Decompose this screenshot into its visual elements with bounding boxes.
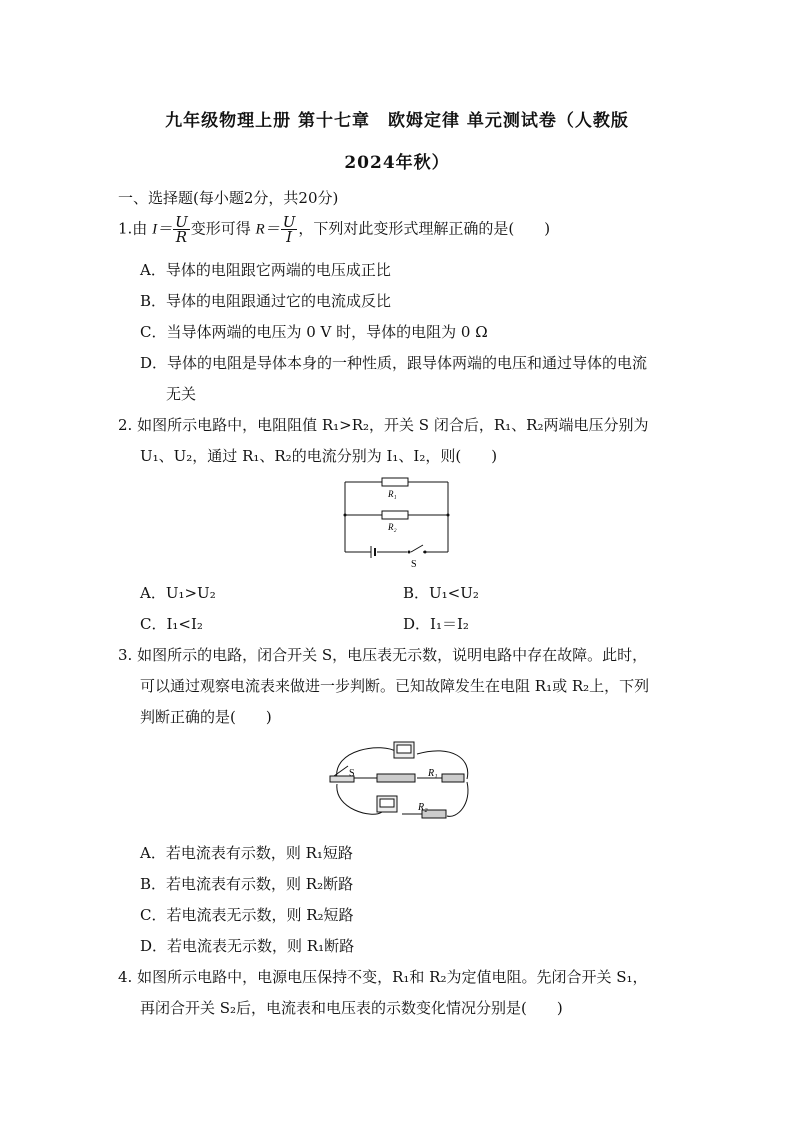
q3-label-s: S <box>349 768 355 779</box>
q2-stem-line-1: 2. 如图所示电路中，电阻阻值 R₁>R₂，开关 S 闭合后，R₁、R₂两端电压分别为 <box>118 416 649 434</box>
q2-resistor-r2 <box>382 511 408 519</box>
title-line-2: 2024年秋） <box>344 153 450 173</box>
q1-stem <box>118 215 550 244</box>
q2-label-r1: R₁ <box>388 489 397 499</box>
q3-stem-line-2: 可以通过观察电流表来做进一步判断。已知故障发生在电阻 R₁或 R₂上，下列 <box>140 677 650 695</box>
title-line-1: 九年级物理上册 第十七章 欧姆定律 单元测试卷（人教版 <box>165 111 629 131</box>
q2-label-r2: R₂ <box>388 522 397 532</box>
q1-R-eq: R＝ <box>255 221 280 238</box>
q3-ammeter <box>377 796 397 812</box>
q3-voltmeter <box>394 742 414 758</box>
q2-circuit-diagram <box>335 475 460 570</box>
q1-option-b: B．导体的电阻跟通过它的电流成反比 <box>140 292 392 310</box>
q1-mid: 变形可得 <box>190 219 256 238</box>
q3-label-r1: R₁ <box>428 768 438 779</box>
q1-option-c: C．当导体两端的电压为 0 V 时，导体的电阻为 0 Ω <box>140 323 488 341</box>
q2-option-b: B．U₁<U₂ <box>403 584 479 602</box>
q3-circuit-diagram <box>322 734 487 829</box>
q3-option-b: B．若电流表有示数，则 R₂断路 <box>140 875 354 893</box>
q3-resistor-r1 <box>442 774 464 782</box>
q3-battery <box>377 774 415 782</box>
q4-stem-line-1: 4. 如图所示电路中，电源电压保持不变，R₁和 R₂为定值电阻。先闭合开关 S₁， <box>118 968 648 986</box>
q3-stem-line-3: 判断正确的是( ) <box>140 708 272 726</box>
q2-option-a: A．U₁>U₂ <box>140 584 216 602</box>
q1-frac-num: U <box>175 213 188 231</box>
q2-option-c: C．I₁<I₂ <box>140 615 203 633</box>
q2-label-s: S <box>411 559 417 570</box>
section-heading: 一、选择题(每小题2分，共20分) <box>118 189 339 207</box>
q3-label-r2: R₂ <box>418 802 428 813</box>
q3-stem-line-1: 3. 如图所示的电路，闭合开关 S，电压表无示数，说明电路中存在故障。此时， <box>118 646 648 664</box>
q3-option-a: A．若电流表有示数，则 R₁短路 <box>140 844 353 862</box>
q2-resistor-r1 <box>382 478 408 486</box>
q1-suffix: ，下列对此变形式理解正确的是( ) <box>298 219 551 238</box>
q1-fraction-U-over-I <box>281 215 298 244</box>
q4-stem-line-2: 再闭合开关 S₂后，电流表和电压表的示数变化情况分别是( ) <box>140 999 563 1017</box>
q1-option-d: D．导体的电阻是导体本身的一种性质，跟导体两端的电压和通过导体的电流 <box>140 354 648 372</box>
q1-option-d-cont: 无关 <box>166 385 197 403</box>
q1-frac2-den: I <box>286 228 292 246</box>
q3-option-d: D．若电流表无示数，则 R₁断路 <box>140 937 355 955</box>
q1-fraction-U-over-R <box>173 215 190 244</box>
q1-I-eq: I＝ <box>152 221 173 238</box>
q1-frac-den: R <box>175 228 188 246</box>
q1-frac2-num: U <box>282 213 296 231</box>
q1-prefix: 1.由 <box>118 219 153 238</box>
q2-stem-line-2: U₁、U₂，通过 R₁、R₂的电流分别为 I₁、I₂，则( ) <box>140 447 498 465</box>
q1-option-a: A．导体的电阻跟它两端的电压成正比 <box>140 261 391 279</box>
q2-option-d: D．I₁＝I₂ <box>403 615 469 633</box>
q3-option-c: C．若电流表无示数，则 R₂短路 <box>140 906 354 924</box>
